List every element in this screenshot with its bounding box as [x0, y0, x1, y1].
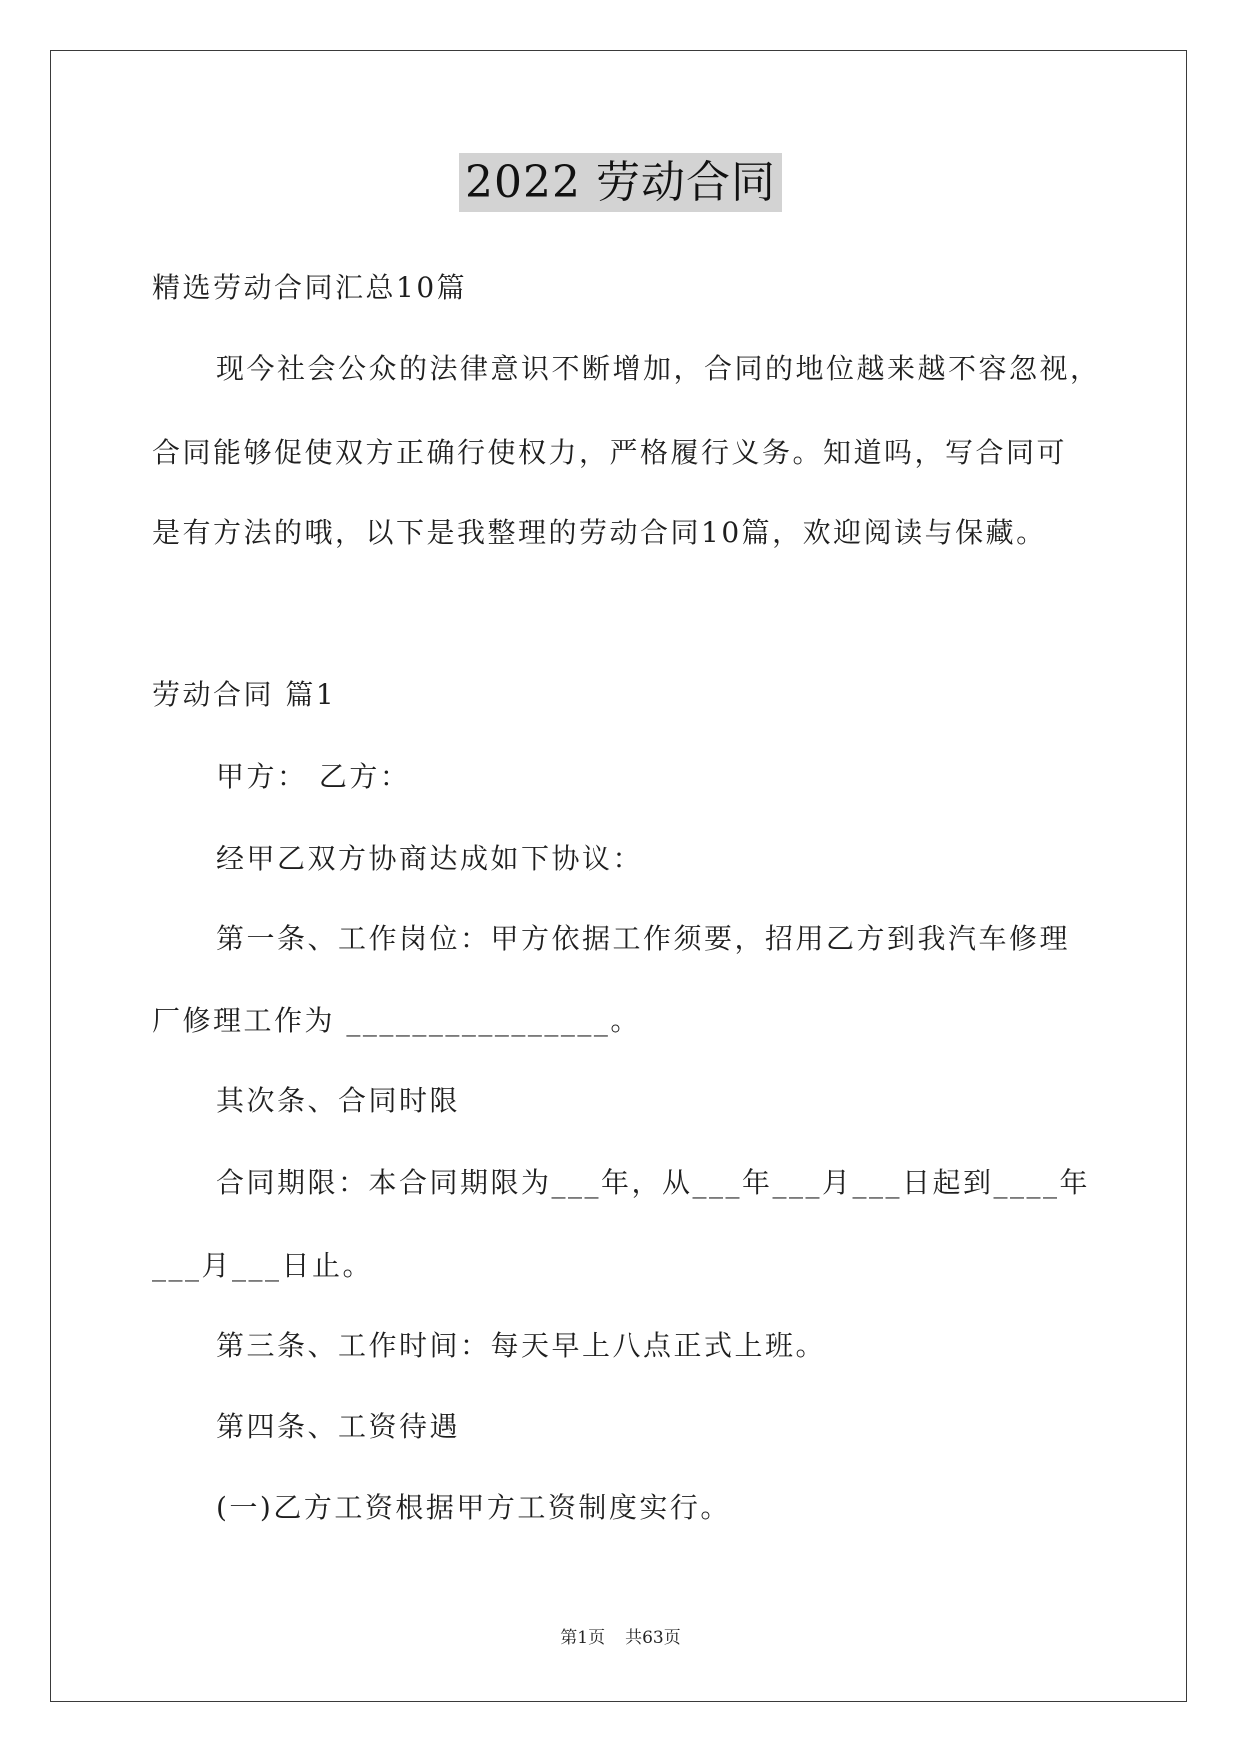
page-footer — [0, 1626, 1241, 1650]
clause-line: (一)乙方工资根据甲方工资制度实行。 — [216, 1491, 731, 1524]
section-heading: 劳动合同 篇1 — [152, 678, 337, 711]
document-title: 2022 劳动合同 — [459, 153, 782, 212]
intro-paragraph-line: 现今社会公众的法律意识不断增加，合同的地位越来越不容忽视， — [216, 352, 1101, 385]
clause-line: 第四条、工资待遇 — [216, 1410, 461, 1443]
page-total: 共63页 — [625, 1628, 681, 1648]
clause-line: 经甲乙双方协商达成如下协议： — [216, 842, 644, 875]
intro-paragraph-line: 是有方法的哦，以下是我整理的劳动合同10篇，欢迎阅读与保藏。 — [152, 516, 1047, 549]
title-row — [0, 153, 1241, 212]
parties-line: 甲方： 乙方： — [216, 760, 411, 793]
subtitle: 精选劳动合同汇总10篇 — [152, 271, 468, 304]
clause-line: 合同期限：本合同期限为___年，从___年___月___日起到____年 — [216, 1166, 1091, 1199]
intro-paragraph-line: 合同能够促使双方正确行使权力，严格履行义务。知道吗，写合同可 — [152, 436, 1068, 469]
clause-line: 其次条、合同时限 — [216, 1084, 461, 1117]
clause-line: 第一条、工作岗位：甲方依据工作须要，招用乙方到我汽车修理 — [216, 922, 1071, 955]
clause-line: 第三条、工作时间：每天早上八点正式上班。 — [216, 1329, 827, 1362]
clause-line: 厂修理工作为 ________________。 — [152, 1004, 641, 1037]
clause-line: ___月___日止。 — [152, 1249, 374, 1282]
page-number: 第1页 — [560, 1628, 606, 1648]
